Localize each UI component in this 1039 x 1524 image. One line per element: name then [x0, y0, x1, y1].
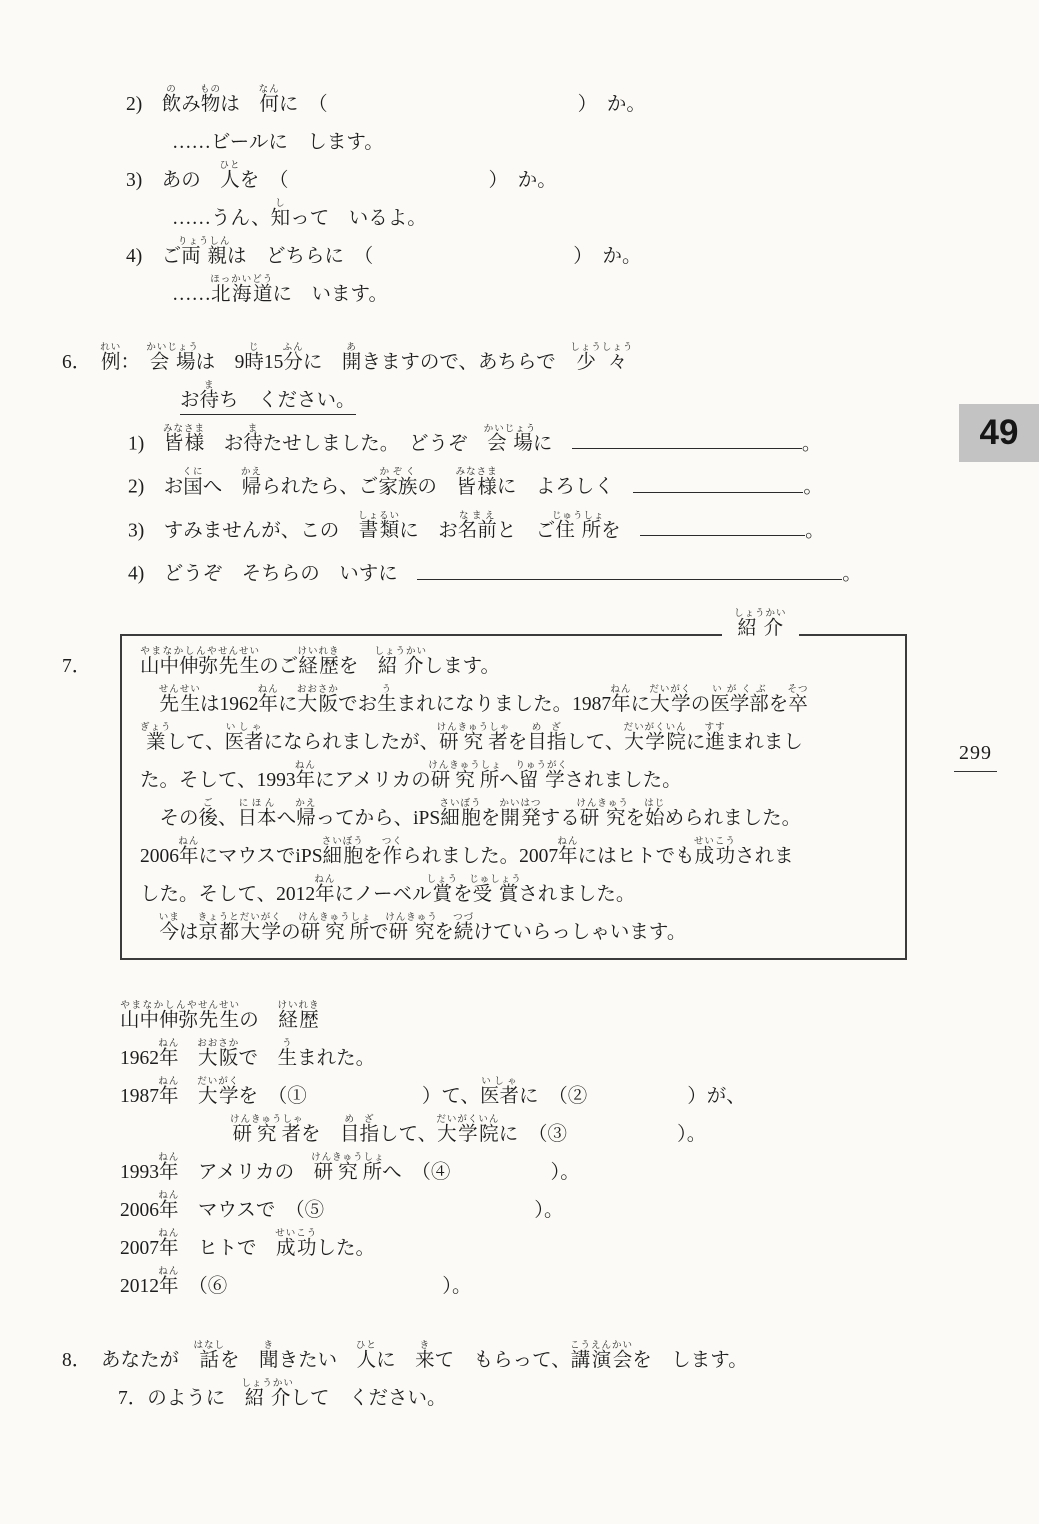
- question-line-4: 4) ご両親りょうしんは どちらに （ ） か。: [126, 237, 642, 267]
- answer-blank: [417, 558, 842, 579]
- answer-line-2: ……ビールに します。: [172, 132, 384, 153]
- exercise-6: [62, 336, 942, 586]
- timeline-2012: 2012年ねん （⑥ ）。: [120, 1266, 472, 1297]
- answer-line-4: ……北海道ほっかいどうに います。: [172, 275, 388, 305]
- answer-line-3: ……うん、知しって いるよ。: [172, 199, 427, 229]
- exercise6-item-2: 2) お国くにへ 帰かえられたら、ご家族かぞくの 皆様みなさまに よろしく 。: [128, 467, 823, 498]
- question-line-2: 2) 飲のみ物ものは 何なんに （ ） か。: [126, 85, 646, 115]
- answer-blank: [572, 428, 802, 449]
- intro-line-2: 先生せんせいは1962年ねんに大阪おおさかでお生うまれになりました。1987年ねんに大学だいがくの医学部いがくぶを卒そつ: [158, 684, 809, 715]
- intro-line-5: その後ご、日本にほんへ帰かえってから、iPS細胞さいぼうを開発かいはつする研究けんきゅうを始はじめられました。: [140, 798, 802, 829]
- intro-line-7: した。そして、2012年ねんにノーベル賞しょうを受賞じゅしょうされました。: [140, 874, 636, 905]
- intro-line-6: 2006年ねんにマウスでiPS細胞さいぼうを作つくられました。2007年ねんにはヒトでも成功せいこうされま: [140, 836, 794, 867]
- intro-line-3: 業ぎょうして、医者いしゃになられましたが、研究者けんきゅうしゃを目指めざして、大学院だいがくいんに進すすまれまし: [140, 722, 803, 753]
- exercise6-example-line2: お待まち ください。: [180, 374, 942, 412]
- timeline-2006: 2006年ねん マウスで （⑤ ）。: [120, 1190, 564, 1221]
- question-line-3: 3) あの 人ひとを （ ） か。: [126, 161, 557, 191]
- timeline-1987: 1987年ねん 大学だいがくを （① ）て、医者いしゃに （② ）が、: [120, 1076, 746, 1107]
- exercise8-line-2: 7．のように 紹介しょうかいして ください。: [118, 1378, 447, 1409]
- answer-blank: [640, 515, 805, 536]
- box-title-text: 紹介しょうかい: [734, 608, 787, 639]
- exercise-7-number: 7．: [62, 655, 92, 677]
- exercise8-line-1: 8． あなたが 話はなしを 聞ききたい 人ひとに 来きて もらって、講演会こうえんかいを します。: [62, 1340, 748, 1371]
- exercise6-item-4: 4) どうぞ そちらの いすに 。: [128, 542, 942, 585]
- page-content: [62, 78, 942, 1410]
- intro-line-8: 今いまは京都大学きょうとだいがくの研究所けんきゅうしょで研究けんきゅうを続つづけていらっしゃいます。: [158, 912, 687, 943]
- intro-line-4: た。そして、1993年ねんにアメリカの研究所けんきゅうしょへ留学りゅうがくされました。: [140, 760, 682, 791]
- timeline-2007: 2007年ねん ヒトで 成功せいこうした。: [120, 1228, 376, 1259]
- exercise-8: [62, 1334, 942, 1410]
- timeline-1993: 1993年ねん アメリカの 研究所けんきゅうしょへ （④ ）。: [120, 1152, 580, 1183]
- exercise-5-continued: [126, 78, 942, 306]
- box-title: [722, 604, 799, 640]
- exercise-7: [62, 608, 942, 960]
- page-number: 299: [954, 742, 997, 772]
- answer-blank: [633, 471, 803, 492]
- career-timeline: [120, 994, 942, 1298]
- lesson-number-tab: 49: [959, 404, 1039, 462]
- exercise6-example-line1: 6． 例れい： 会場かいじょうは 9時じ15分ふんに 開あきますので、あちらで 少々しょうしょう: [62, 343, 634, 373]
- introduction-box: [120, 608, 907, 960]
- introduction-text: [140, 640, 887, 944]
- timeline-1987-cont: 研究者けんきゅうしゃを 目指めざして、大学院だいがくいんに （③ ）。: [230, 1114, 707, 1145]
- timeline-title: 山中伸弥やまなかしんや先生せんせいの 経歴けいれき: [120, 1000, 320, 1031]
- exercise6-item-3: 3) すみませんが、この 書類しょるいに お名前なまえと ご住所じゅうしょを 。: [128, 511, 825, 542]
- timeline-1962: 1962年ねん 大阪おおさかで 生うまれた。: [120, 1038, 376, 1069]
- exercise6-item-1: 1) 皆様みなさま お待またせしました。 どうぞ 会場かいじょうに 。: [128, 424, 822, 455]
- intro-line-1: 山中伸弥やまなかしんや先生せんせいのご経歴けいれきを 紹介しょうかいします。: [140, 646, 501, 677]
